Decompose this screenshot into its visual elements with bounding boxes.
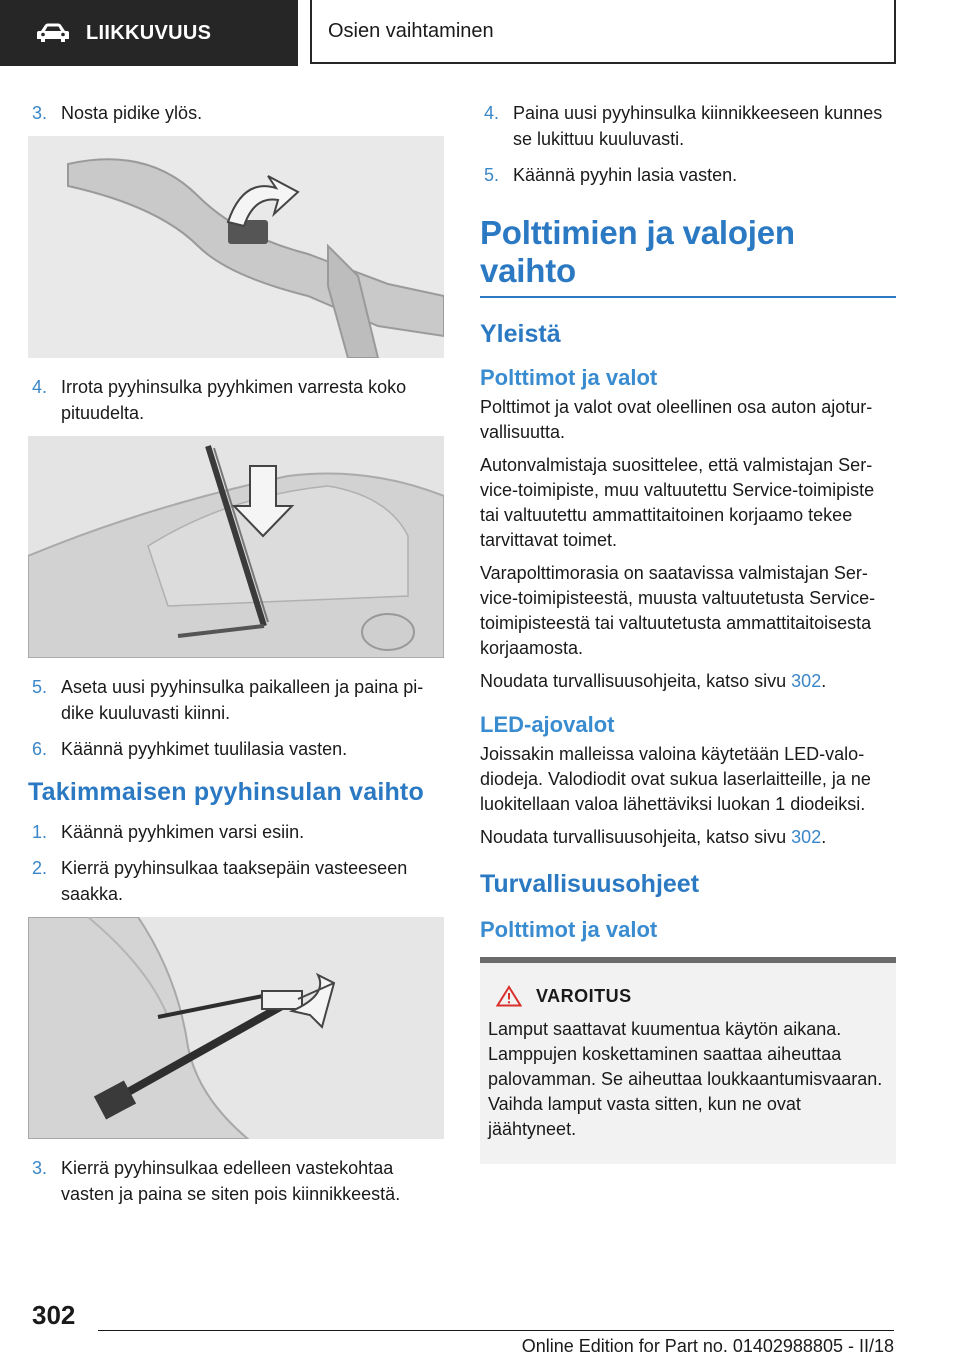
warning-label: VAROITUS [536, 985, 632, 1006]
car-icon [36, 22, 70, 44]
step-text: Käännä pyyhkimet tuulilasia vasten. [61, 739, 348, 759]
warning-box [480, 957, 896, 1164]
step-number: 5. [484, 165, 500, 185]
bulbs-heading: Polttimot ja valot [480, 365, 658, 390]
step-text: Paina uusi pyyhinsulka kiinnikkeeseen kunnes se lukittuu kuuluvasti. [513, 103, 883, 149]
led-heading: LED-ajovalot [480, 712, 615, 737]
step-item [28, 1155, 444, 1207]
chapter-box [310, 0, 896, 64]
paragraph: Autonvalmistaja suosittelee, että valmistajan Service-toimipiste, muu valtuutettu Service-toimipiste tai valtuutettu ammattitaitoinen korjaamo tekee tarvittavat toimet. [480, 455, 875, 550]
rear-wiper-figure [28, 917, 444, 1139]
step-item [28, 819, 444, 845]
warning-text: Lamput saattavat kuumentua käytön aikana. Lamppujen koskettaminen saattaa aiheuttaa palovamman. Se aiheuttaa loukkaantumisvaaran. Vaihda lamput vasta sitten, kun ne ovat jäähtyneet. [488, 1019, 883, 1139]
general-heading: Yleistä [480, 320, 561, 348]
warning-header [488, 985, 888, 1007]
main-heading: Polttimien ja valojen vaihto [480, 214, 896, 298]
step-item [480, 100, 896, 152]
page-link[interactable]: 302 [791, 671, 822, 691]
step-text: Käännä pyyhin lasia vasten. [513, 165, 738, 185]
step-number: 4. [484, 103, 500, 123]
paragraph: Joissakin malleissa valoina käytetään LED-valodiodeja. Valodiodit ovat sukua laserlaitteille, ja ne luokitellaan valoa lähettäviksi luokan 1 diodeiksi. [480, 744, 871, 814]
paragraph: Varapolttimorasia on saatavissa valmistajan Service-toimipisteestä, muusta valtuutetusta Service-toimipisteestä tai valtuutetusta ammattitaitoisesta korjaamosta. [480, 563, 876, 658]
footer-divider [98, 1330, 894, 1331]
step-item [28, 736, 444, 762]
step-text: Kierrä pyyhinsulkaa taaksepäin vasteeseen saakka. [61, 858, 408, 904]
step-number: 6. [32, 739, 48, 759]
safety-heading: Turvallisuusohjeet [480, 870, 700, 898]
paragraph-text: . [821, 827, 827, 847]
step-text: Kierrä pyyhinsulkaa edelleen vastekohtaa vasten ja paina se siten pois kiinnikkeestä. [61, 1158, 401, 1204]
paragraph [480, 669, 896, 694]
step-item [28, 855, 444, 907]
page-number: 302 [32, 1300, 76, 1330]
warning-triangle-icon [496, 985, 522, 1007]
page-link[interactable]: 302 [791, 827, 822, 847]
page-header [0, 0, 960, 66]
section-heading: Takimmaisen pyyhinsulan vaihto [28, 778, 424, 806]
step-item [480, 162, 896, 188]
paragraph [480, 825, 896, 850]
step-text: Käännä pyyhkimen varsi esiin. [61, 822, 305, 842]
paragraph-text: . [821, 671, 827, 691]
paragraph: Polttimot ja valot ovat oleellinen osa auton ajoturvallisuutta. [480, 397, 873, 442]
left-column [28, 100, 444, 1217]
step-text: Nosta pidike ylös. [61, 103, 203, 123]
step-number: 1. [32, 822, 48, 842]
paragraph-text: Noudata turvallisuusohjeita, katso sivu [480, 827, 792, 847]
step-number: 2. [32, 858, 48, 878]
step-number: 3. [32, 103, 48, 123]
right-column [480, 100, 896, 1164]
edition-text: Online Edition for Part no. 01402988805 - II/18 [521, 1336, 894, 1356]
section-title: LIIKKUVUUS [86, 21, 212, 44]
step-number: 5. [32, 677, 48, 697]
step-number: 3. [32, 1158, 48, 1178]
step-item [28, 674, 444, 726]
section-tab [0, 0, 298, 66]
step-number: 4. [32, 377, 48, 397]
safety-subheading: Polttimot ja valot [480, 917, 658, 942]
step-item [28, 374, 444, 426]
paragraph-text: Noudata turvallisuusohjeita, katso sivu [480, 671, 792, 691]
wiper-holder-figure [28, 136, 444, 358]
step-text: Aseta uusi pyyhinsulka paikalleen ja paina pidike kuuluvasti kiinni. [61, 677, 424, 723]
wiper-removal-figure [28, 436, 444, 658]
chapter-title: Osien vaihtaminen [328, 19, 494, 42]
step-text: Irrota pyyhinsulka pyyhkimen varresta koko pituudelta. [61, 377, 407, 423]
step-item [28, 100, 444, 126]
